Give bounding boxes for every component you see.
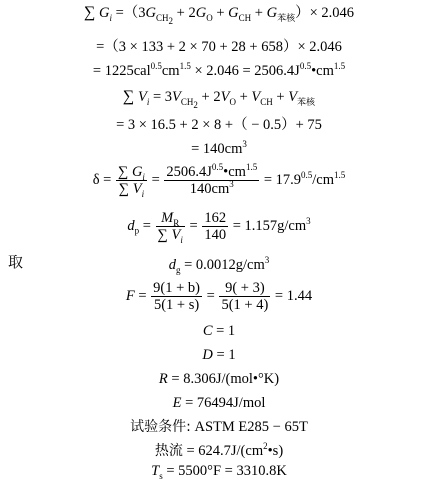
equation-sum-v [0, 88, 438, 110]
denominator [156, 227, 185, 243]
sub: R [173, 217, 180, 228]
text: + [212, 5, 229, 21]
sub-i: i [109, 12, 112, 23]
var-d: D [202, 347, 213, 363]
fraction [219, 280, 270, 313]
text: = 1 [212, 347, 236, 363]
sub: p [134, 225, 140, 236]
text: + [272, 89, 289, 105]
text: =（3 [111, 5, 146, 21]
sum-symbol: ∑ [122, 88, 135, 105]
var-f: F [125, 287, 135, 304]
sub-ch2 [156, 12, 174, 26]
var-g: G [228, 5, 239, 21]
text: = [139, 217, 155, 234]
delta-lhs: δ = [92, 171, 112, 188]
equation-e [0, 394, 438, 412]
text: = 1.44 [271, 287, 313, 304]
denominator [164, 181, 259, 197]
var-v: V [172, 89, 181, 105]
equation-dp [0, 210, 438, 243]
text: = 140cm [191, 141, 243, 157]
text: = 8.306J/(mol•°K) [167, 371, 280, 387]
sup: 1.5 [333, 61, 346, 72]
text: = [185, 217, 202, 234]
fraction [156, 210, 185, 243]
sub-ch: CH [238, 12, 252, 23]
side-label: 取 [8, 253, 24, 271]
sub-text: CH [180, 96, 194, 107]
denominator: 140 [204, 227, 227, 243]
equation-c [0, 322, 438, 340]
sum-symbol: ∑ [83, 4, 96, 21]
sup: 2 [263, 441, 268, 452]
var-r: R [158, 371, 168, 387]
var-v: V [137, 89, 147, 105]
text: = 1225cal [92, 63, 151, 79]
var-t: T [151, 463, 160, 479]
text: •cm [311, 63, 334, 79]
sup: 3 [229, 179, 234, 190]
equation-line-5: = 3 × 16.5 + 2 × 8 +（ − 0.5）+ 75 [116, 117, 322, 133]
sup: 1.5 [245, 162, 258, 173]
sub-o: O [229, 96, 236, 107]
text: 140cm [189, 181, 230, 197]
sub: i [180, 234, 183, 245]
text: = [134, 287, 151, 304]
text: ∑ V [157, 227, 181, 243]
text: = 1 [212, 323, 236, 339]
text: ）× 2.046 [295, 5, 355, 21]
sub: i [141, 188, 145, 199]
fraction [151, 280, 202, 313]
text: •s) [267, 443, 284, 459]
equation-r [0, 370, 438, 388]
text: = 3 [149, 89, 173, 105]
text: = 1.157g/cm [229, 217, 307, 234]
sup: 0.5 [211, 162, 224, 173]
sub-ch: CH [260, 96, 273, 107]
fraction [202, 210, 228, 243]
sub-ch2 [180, 96, 198, 110]
sub: s [159, 470, 163, 481]
text: × 2.046 = 2506.4J [190, 63, 300, 79]
text: = 76494J/mol [181, 395, 266, 411]
sub-sub: 2 [168, 15, 174, 26]
sup: 3 [306, 216, 311, 226]
sup: 1.5 [179, 61, 191, 72]
denominator: 5(1 + s) [153, 297, 200, 313]
text: ASTM E285 − 65T [190, 419, 308, 435]
text: /cm [312, 171, 335, 188]
text: = [203, 287, 219, 304]
text: ∑ G [117, 164, 143, 180]
text: cm [161, 63, 180, 79]
var-c: C [202, 323, 213, 339]
sub-ring: 苯核 [297, 97, 316, 108]
equation-line-3 [0, 62, 438, 80]
sup: 0.5 [301, 170, 313, 180]
text: 2506.4J [166, 164, 212, 180]
equation-line-6 [0, 140, 438, 158]
text: = 5500°F = 3310.8K [162, 463, 287, 479]
sub-o: O [206, 12, 213, 23]
equation-d [0, 346, 438, 364]
var-g: G [98, 5, 110, 21]
numerator: 9( + 3) [219, 280, 270, 297]
equation-dg [0, 256, 438, 274]
numerator [156, 210, 185, 227]
sub-ring: 苯核 [277, 13, 296, 24]
sub-i: i [146, 96, 150, 107]
equation-delta [0, 164, 438, 197]
label: 热流 [154, 443, 183, 459]
var-e: E [172, 395, 182, 411]
var-v: V [251, 89, 261, 105]
text: + [251, 5, 267, 21]
denominator: 5(1 + 4) [221, 297, 269, 313]
sub-sub: 2 [193, 99, 198, 110]
text: ∑ V [118, 181, 142, 197]
text: = 17.9 [260, 171, 302, 188]
var-v: V [220, 89, 230, 105]
numerator: 9(1 + b) [153, 280, 201, 296]
sup: 3 [264, 255, 270, 266]
var-v: V [288, 89, 298, 105]
var-g: G [145, 5, 157, 21]
equation-sum-g [0, 4, 438, 26]
text: + 2 [173, 5, 196, 21]
var-d: d [168, 257, 176, 273]
fraction [164, 164, 259, 197]
test-conditions [0, 418, 438, 436]
text: M [161, 210, 174, 226]
label: 试验条件: [130, 419, 191, 435]
text: •cm [223, 164, 246, 180]
sup: 0.5 [299, 61, 312, 72]
sup: 3 [242, 139, 247, 150]
sup: 0.5 [150, 61, 162, 72]
sub: i [142, 171, 145, 182]
var-g: G [266, 5, 278, 21]
numerator [164, 164, 259, 181]
var-g: G [195, 5, 207, 21]
text: + [235, 89, 252, 105]
text: + 2 [197, 89, 221, 105]
equation-line-2: =（3 × 133 + 2 × 70 + 28 + 658）× 2.046 [96, 39, 342, 55]
denominator [116, 181, 147, 197]
numerator [116, 164, 147, 181]
sub-text: CH [156, 12, 169, 23]
text: = [147, 171, 164, 188]
numerator: 162 [204, 210, 227, 226]
heat-flux [0, 442, 438, 460]
var-d: d [127, 217, 135, 234]
sub: g [175, 264, 181, 275]
fraction [116, 164, 147, 197]
sup: 1.5 [334, 170, 346, 180]
equation-f [0, 280, 438, 313]
equation-ts [0, 462, 438, 480]
text: = 624.7J/(cm [182, 443, 264, 459]
text: = 0.0012g/cm [180, 257, 265, 273]
